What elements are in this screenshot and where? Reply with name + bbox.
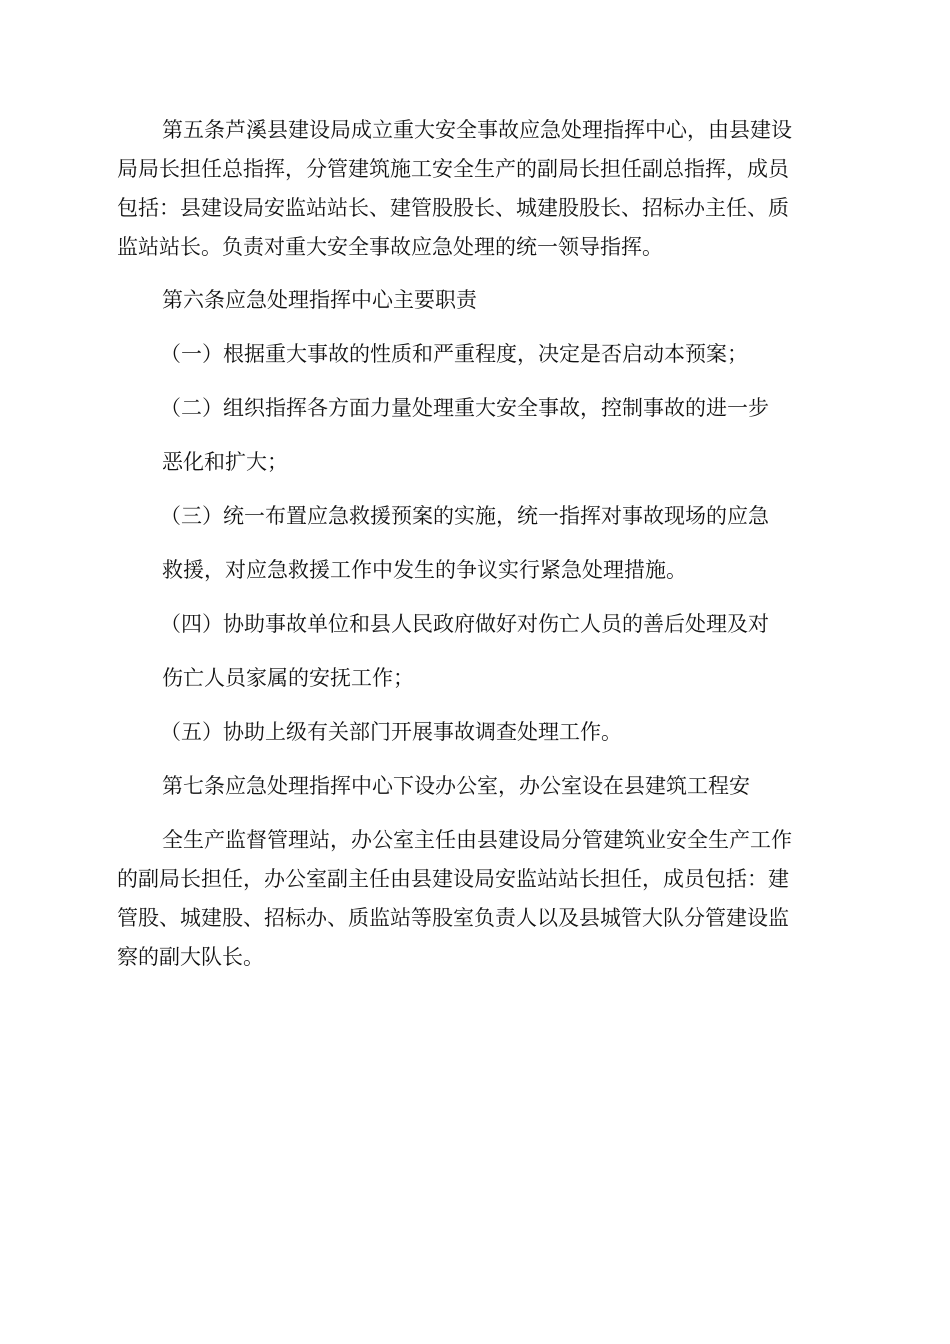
text-line: 的副局长担任，办公室副主任由县建设局安监站站长担任，成员包括：建 bbox=[117, 867, 789, 891]
text-line: 恶化和扩大； bbox=[162, 450, 288, 474]
text-line: （四）协助事故单位和县人民政府做好对伤亡人员的善后处理及对 bbox=[160, 612, 769, 636]
text-line: 第六条应急处理指挥中心主要职责 bbox=[162, 288, 477, 312]
text-line: 救援，对应急救援工作中发生的争议实行紧急处理措施。 bbox=[162, 558, 687, 582]
text-line: （三）统一布置应急救援预案的实施，统一指挥对事故现场的应急 bbox=[160, 504, 769, 528]
text-line: 伤亡人员家属的安抚工作； bbox=[162, 666, 414, 690]
text-line: （二）组织指挥各方面力量处理重大安全事故，控制事故的进一步 bbox=[160, 396, 769, 420]
text-line: 管股、城建股、招标办、质监站等股室负责人以及县城管大队分管建设监 bbox=[117, 906, 789, 930]
text-line: 局局长担任总指挥，分管建筑施工安全生产的副局长担任副总指挥，成员 bbox=[117, 157, 789, 181]
text-line: 包括：县建设局安监站站长、建管股股长、城建股股长、招标办主任、质 bbox=[117, 196, 789, 220]
text-line: 监站站长。负责对重大安全事故应急处理的统一领导指挥。 bbox=[117, 235, 663, 259]
text-line: （五）协助上级有关部门开展事故调查处理工作。 bbox=[160, 720, 622, 744]
text-line: 第五条芦溪县建设局成立重大安全事故应急处理指挥中心，由县建设 bbox=[162, 118, 792, 142]
text-line: （一）根据重大事故的性质和严重程度，决定是否启动本预案； bbox=[160, 342, 748, 366]
text-line: 全生产监督管理站，办公室主任由县建设局分管建筑业安全生产工作 bbox=[162, 828, 792, 852]
text-line: 察的副大队长。 bbox=[117, 945, 264, 969]
text-line: 第七条应急处理指挥中心下设办公室，办公室设在县建筑工程安 bbox=[162, 774, 750, 798]
